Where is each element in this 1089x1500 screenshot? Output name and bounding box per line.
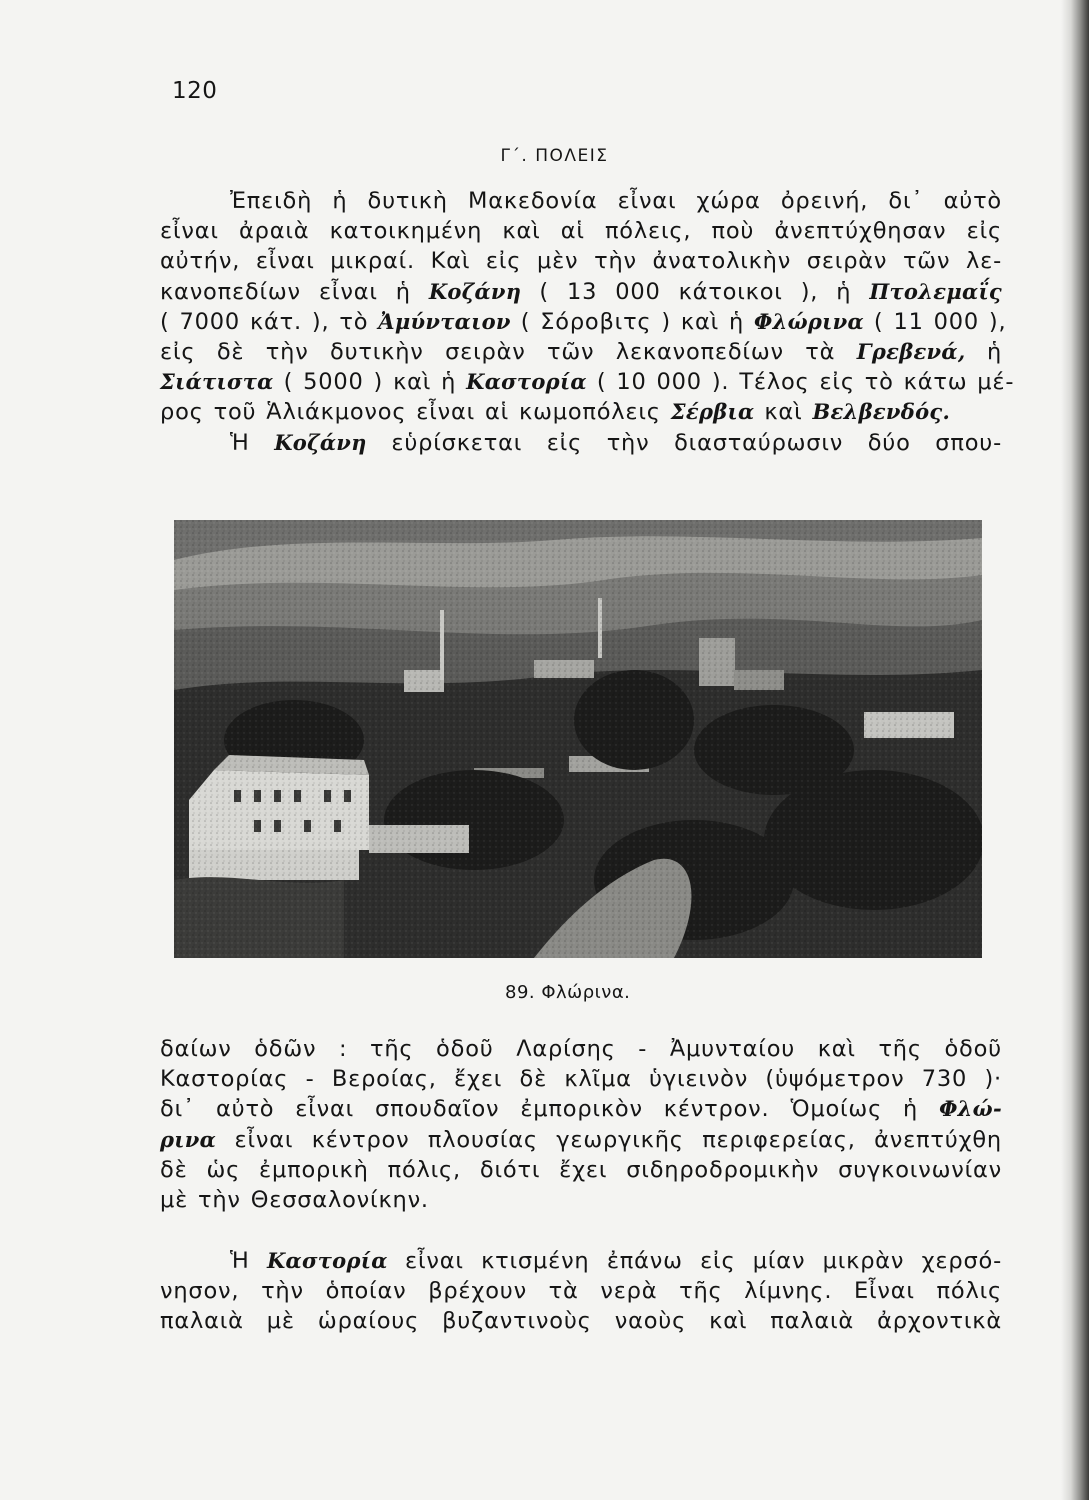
- text-line: [160, 428, 1002, 458]
- text-line: [160, 1094, 1002, 1124]
- text-line: [160, 1246, 1002, 1276]
- text-line: μὲ τὴν Θεσσαλονίκην.: [160, 1187, 429, 1214]
- text-run: καὶ: [764, 399, 803, 426]
- text-line: [160, 277, 1002, 307]
- text-run: Ἡ: [230, 429, 250, 456]
- photo-florina: [174, 520, 982, 958]
- text-line: [160, 397, 1002, 427]
- book-spine-shadow: [1061, 0, 1089, 1500]
- text-line: παλαιὰ μὲ ὡραίους βυζαντινοὺς ναοὺς καὶ παλαιὰ ἀρχοντικὰ: [160, 1308, 1002, 1335]
- figure-caption: 89. Φλώρινα.: [505, 982, 631, 1003]
- text-run: δι᾽ αὐτὸ εἶναι σπουδαῖον ἐμπορικὸν κέντρον. Ὁμοίως ἡ: [160, 1096, 919, 1123]
- text-run: ρος τοῦ Ἁλιάκμονος εἶναι αἱ κωμοπόλεις: [160, 399, 661, 426]
- text-line: αὐτήν, εἶναι μικραί. Καὶ εἰς μὲν τὴν ἀνατολικὴν σειρὰν τῶν λε-: [160, 248, 1002, 275]
- place-name-amyntaion: Ἀμύνταιον: [378, 308, 511, 334]
- text-line: [160, 367, 1015, 397]
- paragraph-kozani-florina: [160, 1034, 1002, 1215]
- text-run: ( 10 000 ). Τέλος εἰς τὸ κάτω μέ-: [596, 369, 1015, 396]
- text-line: νησον, τὴν ὁποίαν βρέχουν τὰ νερὰ τῆς λίμνης. Εἶναι πόλις: [160, 1278, 1002, 1305]
- place-name-kozani: Κοζάνη: [274, 429, 367, 455]
- section-heading: Γ΄. ΠΟΛΕΙΣ: [500, 146, 609, 166]
- text-line: [160, 307, 1007, 337]
- text-run: εἶναι κτισμένη ἐπάνω εἰς μίαν μικρὰν χερσό-: [405, 1248, 1003, 1274]
- place-name-kastoria: Καστορία: [466, 369, 587, 395]
- text-run: ( 11 000 ),: [873, 308, 1007, 335]
- text-run: ( Σόροβιτς ) καὶ ἡ: [520, 308, 745, 335]
- text-run: εἶναι κέντρον πλουσίας γεωργικῆς περιφερείας, ἀνεπτύχθη: [234, 1126, 1002, 1153]
- place-name-kastoria: Καστορία: [266, 1248, 388, 1273]
- text-run: κανοπεδίων εἶναι ἡ: [160, 278, 411, 305]
- text-line: [160, 1125, 1002, 1155]
- place-name-servia: Σέρβια: [670, 399, 755, 425]
- text-line: δαίων ὁδῶν : τῆς ὁδοῦ Λαρίσης - Ἀμυνταίου καὶ τῆς ὁδοῦ: [160, 1036, 1002, 1062]
- text-line: Ἐπειδὴ ἡ δυτικὴ Μακεδονία εἶναι χώρα ὀρεινή, δι᾽ αὐτὸ: [230, 188, 1002, 214]
- text-run: εἰς δὲ τὴν δυτικὴν σειρὰν τῶν λεκανοπεδίων τὰ: [160, 339, 836, 366]
- place-name-ptolemaida: Πτολεμαΐς: [869, 278, 1003, 304]
- text-run: ἡ: [986, 339, 1003, 366]
- text-line: [160, 337, 1002, 367]
- place-name-kozani: Κοζάνη: [428, 278, 522, 304]
- place-name-siatista: Σιάτιστα: [160, 369, 274, 395]
- text-run: ( 13 000 κάτοικοι ), ἡ: [539, 278, 852, 305]
- place-name-florina-cont: ρινα: [160, 1126, 217, 1152]
- paragraph-kastoria: [160, 1246, 1002, 1337]
- place-name-florina: Φλώρινα: [753, 308, 864, 334]
- text-run: εὑρίσκεται εἰς τὴν διασταύρωσιν δύο σπου-: [391, 429, 1003, 456]
- text-line: Καστορίας - Βεροίας, ἔχει δὲ κλῖμα ὑγιεινὸν (ὑψόμετρον 730 )·: [160, 1066, 1002, 1093]
- place-name-velvendos: Βελβενδός.: [812, 399, 951, 425]
- place-name-grevena: Γρεβενά,: [856, 339, 966, 365]
- text-line: εἶναι ἀραιὰ κατοικημένη καὶ αἱ πόλεις, ποὺ ἀνεπτύχθησαν εἰς: [160, 218, 1002, 245]
- text-line: δὲ ὡς ἐμπορικὴ πόλις, διότι ἔχει σιδηροδρομικὴν συγκοινωνίαν: [160, 1156, 1002, 1183]
- text-run: ( 5000 ) καὶ ἡ: [283, 369, 457, 396]
- text-run: Ἡ: [230, 1248, 250, 1274]
- paragraph-cities-intro: [160, 186, 1015, 458]
- text-run: ( 7000 κάτ. ), τὸ: [160, 308, 369, 335]
- page-number: 120: [172, 78, 218, 104]
- photo-florina-illustration: [174, 520, 982, 958]
- place-name-florina: Φλώ-: [939, 1096, 1002, 1122]
